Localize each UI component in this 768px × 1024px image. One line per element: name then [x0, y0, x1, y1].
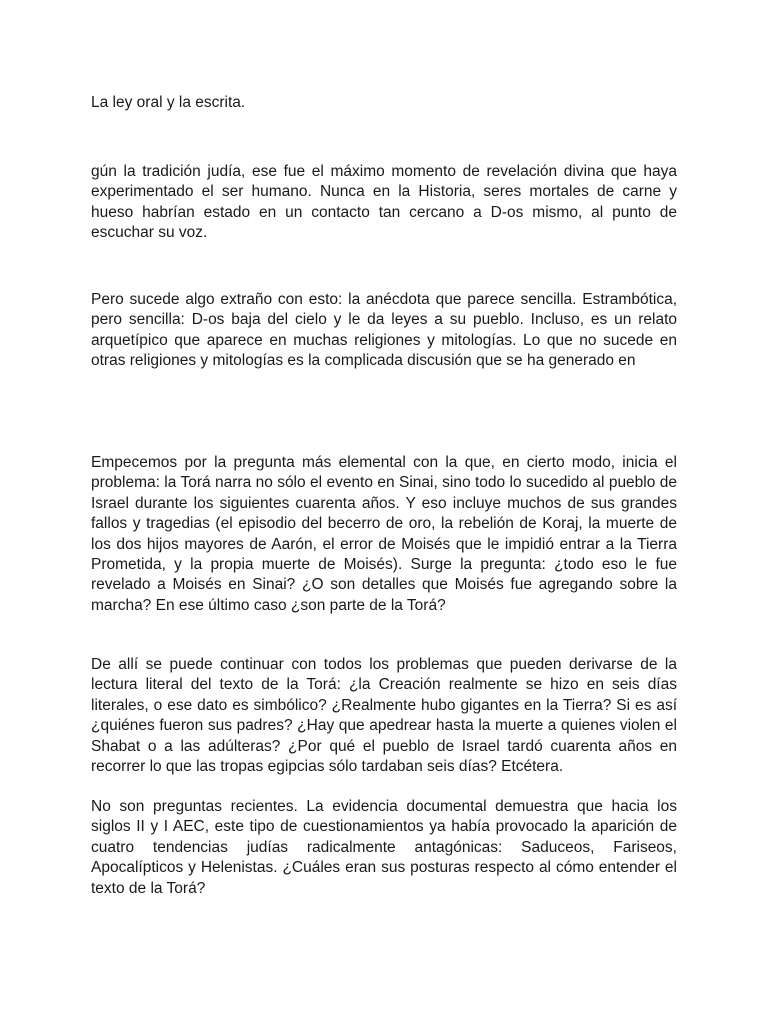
paragraph-literal-reading: De allí se puede continuar con todos los problemas que pueden derivarse de la lectura literal del texto de la Torá: ¿la Creación realmente se hizo en seis días literales, o ese dato es simbólico? ¿Realmente hubo gigantes en la Tierra? Si es así ¿quiénes fueron sus padres? ¿Hay que apedrear hasta la muerte a quienes violen el Shabat o a las adúlteras? ¿Por qué el pueblo de Israel tardó cuarenta años en recorrer lo que las tropas egipcias sólo tardaban seis días? Etcétera.: [91, 656, 677, 776]
paragraph-revelation: gún la tradición judía, ese fue el máximo momento de revelación divina que haya experimentado el ser humano. Nunca en la Historia, seres mortales de carne y hueso habrían estado en un contacto tan cercano a D-os mismo, al punto de escuchar su voz.: [91, 163, 677, 242]
paragraph-four-tendencies: No son preguntas recientes. La evidencia documental demuestra que hacia los siglos II y I AEC, este tipo de cuestionamientos ya había provocado la aparición de cuatro tendencias judías radicalmente antagónicas: Saduceos, Fariseos, Apocalípticos y Helenistas. ¿Cuáles eran sus posturas respecto al cómo entender el texto de la Torá?: [91, 798, 677, 897]
paragraph-anecdote: Pero sucede algo extraño con esto: la anécdota que parece sencilla. Estrambótica, pero sencilla: D-os baja del cielo y le da leyes a su pueblo. Incluso, es un relato arquetípico que aparece en muchas religiones y mitologías. Lo que no sucede en otras religiones y mitologías es la complicada discusión que se ha generado en: [91, 291, 677, 370]
paragraph-elemental-question: Empecemos por la pregunta más elemental con la que, en cierto modo, inicia el problema: la Torá narra no sólo el evento en Sinai, sino todo lo sucedido al pueblo de Israel durante los siguientes cuarenta años. Y eso incluye muchos de sus grandes fallos y tragedias (el episodio del becerro de oro, la rebelión de Koraj, la muerte de los dos hijos mayores de Aarón, el error de Moisés que le impidió entrar a la Tierra Prometida, y la propia muerte de Moisés). Surge la pregunta: ¿todo eso le fue revelado a Moisés en Sinai? ¿O son detalles que Moisés fue agregando sobre la marcha? En ese último caso ¿son parte de la Torá?: [91, 454, 677, 614]
document-title: La ley oral y la escrita.: [91, 94, 246, 111]
